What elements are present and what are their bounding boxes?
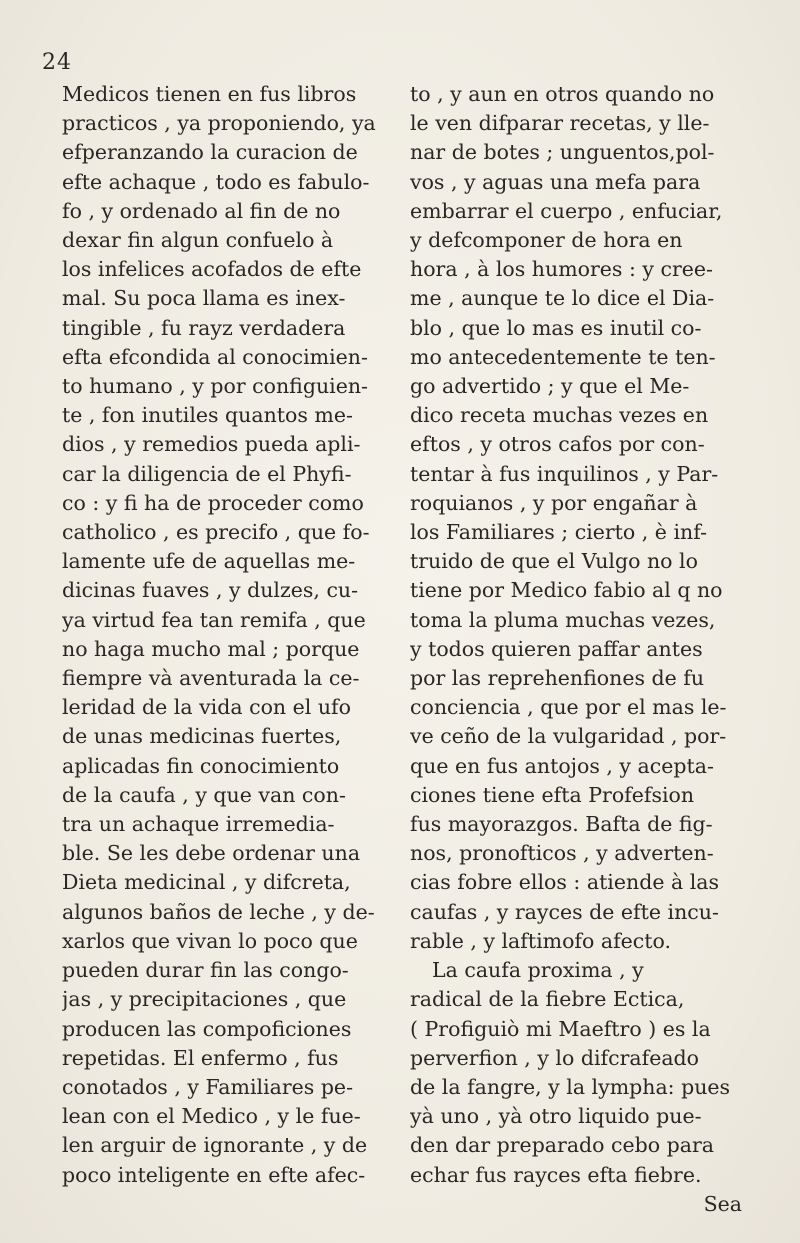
text-line: mo antecedentemente te ten- [410,344,716,369]
text-line: me , aunque te lo dice el Dia- [410,286,715,311]
text-line: ( Profiguiò mi Maeftro ) es la [410,1016,711,1041]
text-line: poco inteligente en efte afec- [62,1162,366,1187]
text-line: los Familiares ; cierto , è inf- [410,520,707,545]
right-text-column [410,80,760,1219]
text-line: aplicadas fin conocimiento [62,753,340,778]
text-line: truido de que el Vulgo no lo [410,549,698,574]
text-line: nar de botes ; unguentos,pol- [410,140,715,165]
text-line: te , fon inutiles quantos me- [62,403,353,428]
text-line: ciones tiene efta Profefsion [410,782,695,807]
text-line: tentar à fus inquilinos , y Par- [410,461,719,486]
text-line: por las reprehenfiones de fu [410,666,705,691]
text-line: eftos , y otros cafos por con- [410,432,705,457]
text-line: practicos , ya proponiendo, ya [62,111,376,136]
text-line: mal. Su poca llama es inex- [62,286,346,311]
text-line: efperanzando la curacion de [62,140,358,165]
text-line: y todos quieren paffar antes [410,636,703,661]
text-line: ya virtud fea tan remifa , que [62,607,366,632]
text-line: lean con el Medico , y le fue- [62,1104,361,1129]
text-line: go advertido ; y que el Me- [410,374,690,399]
text-line: fo , y ordenado al fin de no [62,198,341,223]
text-line: dios , y remedios pueda apli- [62,432,361,457]
text-line: cias fobre ellos : atiende à las [410,870,720,895]
text-line: ble. Se les debe ordenar una [62,841,361,866]
text-line: dexar fin algun confuelo à [62,228,334,253]
text-line: len arguir de ignorante , y de [62,1133,368,1158]
text-line: jas , y precipitaciones , que [62,987,347,1012]
text-line: perverfion , y lo difcrafeado [410,1045,700,1070]
text-line: lamente ufe de aquellas me- [62,549,356,574]
left-text-column [62,80,412,1190]
text-line: vos , y aguas una mefa para [410,169,701,194]
text-line: fiempre và aventurada la ce- [62,666,360,691]
text-line: dicinas fuaves , y dulzes, cu- [62,578,359,603]
text-line: conciencia , que por el mas le- [410,695,727,720]
text-line: xarlos que vivan lo poco que [62,928,358,953]
text-line: hora , à los humores : y cree- [410,257,713,282]
text-line: no haga mucho mal ; porque [62,636,360,661]
text-line: efta efcondida al conocimien- [62,344,368,369]
text-line: conotados , y Familiares pe- [62,1074,353,1099]
text-line: de unas medicinas fuertes, [62,724,342,749]
text-line: le ven difparar recetas, y lle- [410,111,710,136]
page-number: 24 [42,50,72,75]
text-line: radical de la fiebre Ectica, [410,987,685,1012]
text-line: efte achaque , todo es fabulo- [62,169,370,194]
text-line: to , y aun en otros quando no [410,82,715,106]
text-line: repetidas. El enfermo , fus [62,1045,339,1070]
text-line: los infelices acofados de efte [62,257,362,282]
text-line: yà uno , yà otro liquido pue- [410,1104,702,1129]
text-line: nos, pronofticos , y adverten- [410,841,714,866]
text-line: den dar preparado cebo para [410,1133,714,1158]
text-line: algunos baños de leche , y de- [62,899,375,924]
text-line: de la fangre, y la lympha: pues [410,1074,731,1099]
text-line: dico receta muchas vezes en [410,403,709,428]
text-line: leridad de la vida con el ufo [62,695,351,720]
text-line: tingible , fu rayz verdadera [62,315,346,340]
text-line: ve ceño de la vulgaridad , por- [410,724,727,749]
text-line: blo , que lo mas es inutil co- [410,315,702,340]
text-line: to humano , y por configuien- [62,374,368,399]
text-line: embarrar el cuerpo , enfuciar, [410,198,723,223]
text-line: que en fus antojos , y acepta- [410,753,714,778]
text-line: pueden durar fin las congo- [62,958,349,983]
text-line: caufas , y rayces de efte incu- [410,899,719,924]
text-line: Medicos tienen en fus libros [62,82,357,106]
text-line: catholico , es precifo , que fo- [62,520,370,545]
catchword: Sea [703,1191,742,1216]
text-line: toma la pluma muchas vezes, [410,607,716,632]
text-line: Dieta medicinal , y difcreta, [62,870,351,895]
text-line: tra un achaque irremedia- [62,812,335,837]
text-line: de la caufa , y que van con- [62,782,346,807]
text-line: fus mayorazgos. Bafta de fig- [410,812,713,837]
text-line: producen las compoficiones [62,1016,352,1041]
text-line: roquianos , y por engañar à [410,490,698,515]
text-line: car la diligencia de el Phyfi- [62,461,352,486]
text-line: tiene por Medico fabio al q no [410,578,723,603]
text-line: co : y fi ha de proceder como [62,490,364,515]
text-line: echar fus rayces efta fiebre. [410,1162,702,1187]
text-line: rable , y laftimofo afecto. [410,928,672,953]
text-line: La caufa proxima , y [432,958,644,983]
text-line: y defcomponer de hora en [410,228,683,253]
